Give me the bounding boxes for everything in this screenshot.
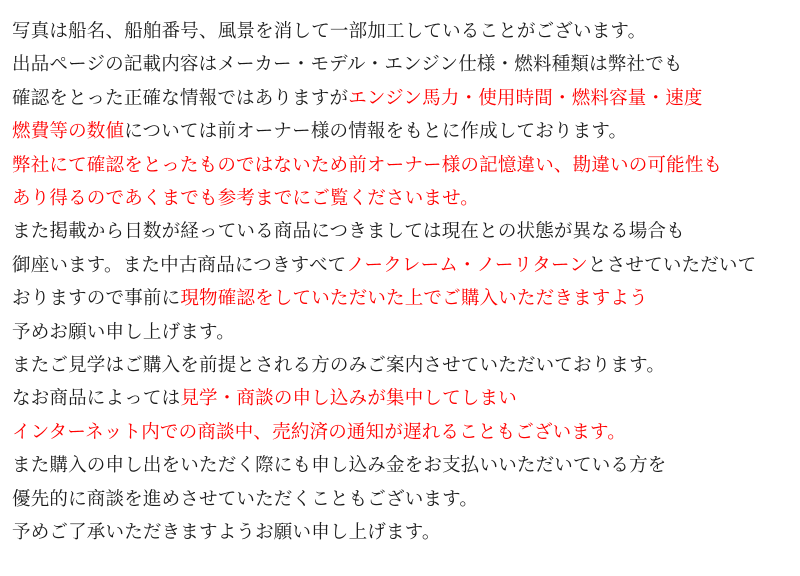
notice-line [12,515,790,548]
notice-text: 予めご了承いただきますようお願い申し上げます。 [12,521,441,543]
notice-emphasis-text: 弊社にて確認をとったものではないため前オーナー様の記憶違い、勘違いの可能性も [12,153,723,175]
notice-text: とさせていただいて [588,253,757,275]
notice-emphasis-text: エンジン馬力・使用時間・燃料容量・速度 [348,86,703,108]
notice-emphasis-text: 現物確認をしていただいた上でご購入いただきますよう [180,287,648,309]
notice-line [12,81,790,114]
notice-text: またご見学はご購入を前提とされる方のみご案内させていただいております。 [12,354,666,376]
notice-text: おりますので事前に [12,287,181,309]
notice-emphasis-text: あり得るのであくまでも参考までにご覧くださいませ。 [12,187,479,209]
notice-line [12,415,790,448]
notice-text: また掲載から日数が経っている商品につきましては現在との状態が異なる場合も [12,220,685,242]
notice-line [12,148,790,181]
notice-line [12,181,790,214]
notice-text: また購入の申し出をいただく際にも申し込み金をお支払いいただいている方を [12,454,667,476]
notice-line [12,47,790,80]
notice-line [12,348,790,381]
notice-line [12,114,790,147]
notice-line [12,281,790,314]
notice-line [12,214,790,247]
notice-line [12,248,790,281]
notice-emphasis-text: ノークレーム・ノーリターン [346,253,589,275]
notice-text: 出品ページの記載内容はメーカー・モデル・エンジン仕様・燃料種類は弊社でも [12,53,683,75]
notice-emphasis-text: 燃費等の数値 [12,120,125,142]
notice-line [12,482,790,515]
notice-text: なお商品によっては [12,387,181,409]
notice-emphasis-text: 見学・商談の申し込みが集中してしまい [180,387,517,409]
notice-emphasis-text: インターネット内での商談中、売約済の通知が遅れることもございます。 [12,420,626,442]
notice-text: 優先的に商談を進めさせていただくこともございます。 [12,487,479,509]
notice-line [12,448,790,481]
notice-line [12,14,790,47]
notice-text: 予めお願い申し上げます。 [12,320,235,342]
notice-text: 写真は船名、船舶番号、風景を消して一部加工していることがございます。 [12,20,647,41]
notice-text: 御座います。また中古商品につきすべて [12,253,347,275]
notice-line [12,315,790,348]
notice-text: 確認をとった正確な情報ではありますが [12,86,349,108]
notice-text: については前オーナー様の情報をもとに作成しております。 [124,120,628,142]
notice-line [12,381,790,414]
